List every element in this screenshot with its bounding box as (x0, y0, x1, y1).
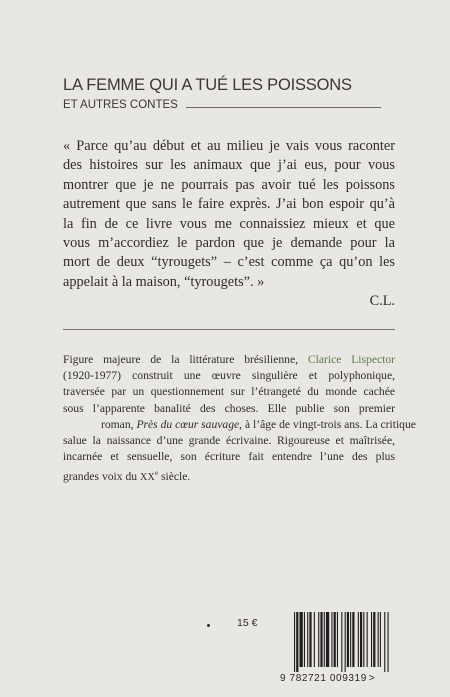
quote-line: la fin de ce livre vous me connaissiez mieux et que (63, 215, 395, 232)
price-label: 15 € (237, 617, 258, 629)
book-title: LA FEMME QUI A TUÉ LES POISSONS (63, 76, 352, 94)
barcode (280, 612, 392, 686)
subtitle-row (63, 97, 381, 113)
quote-line: des histoires sur les animaux que j’ai eus, pour vous (63, 157, 395, 174)
book-reference: Près du cœur sauvage (136, 417, 240, 431)
bio-line: traversée par un questionnement sur l’étrangeté du monde cachée (63, 385, 395, 399)
bio-line: incarnée et sensuelle, son écriture fait entendre l’une des plus (63, 450, 395, 464)
subtitle-rule (186, 107, 381, 108)
quote-line: montrer que je ne pourrais pas avoir tué les poissons (63, 176, 395, 193)
quote-line: appelait à la maison, “tyrougets”. » (63, 273, 265, 290)
quote-line: vous m’accordiez le pardon que je demande pour la (63, 235, 395, 252)
bio-line: grandes voix du XXe siècle. (63, 469, 191, 484)
bio-line: (1920-1977) construit une œuvre singulière et polyphonique, (63, 369, 395, 383)
barcode-icon (280, 612, 392, 674)
section-divider (63, 329, 395, 330)
bio-line: sous l’apparente banalité des choses. Elle publie son premier (63, 401, 395, 415)
bio-line: salue la naissance d’une grande écrivaine. Rigoureuse et maîtrisée, (63, 434, 395, 448)
book-subtitle: ET AUTRES CONTES (63, 99, 178, 111)
author-name: Clarice Lispector (307, 353, 396, 366)
blurb-quote (63, 137, 395, 292)
bio-line: roman, Près du cœur sauvage, à l’âge de vingt-trois ans. La critique (101, 417, 416, 431)
quote-line: autrement que sans le faire exprès. J’ai bon espoir qu’à (63, 196, 395, 213)
quote-initials: C.L. (369, 293, 395, 309)
quote-line: « Parce qu’au début et au milieu je vais vous raconter (63, 138, 395, 154)
isbn-number: 9 782721 009319 > (280, 673, 376, 684)
author-bio (63, 352, 416, 486)
bio-line: Figure majeure de la littérature brésilienne, Clarice Lispector (63, 353, 396, 366)
bullet-dot-icon (207, 624, 210, 627)
quote-line: mort de deux “tyrougets” – c’est comme ça qu’on les (63, 254, 395, 271)
